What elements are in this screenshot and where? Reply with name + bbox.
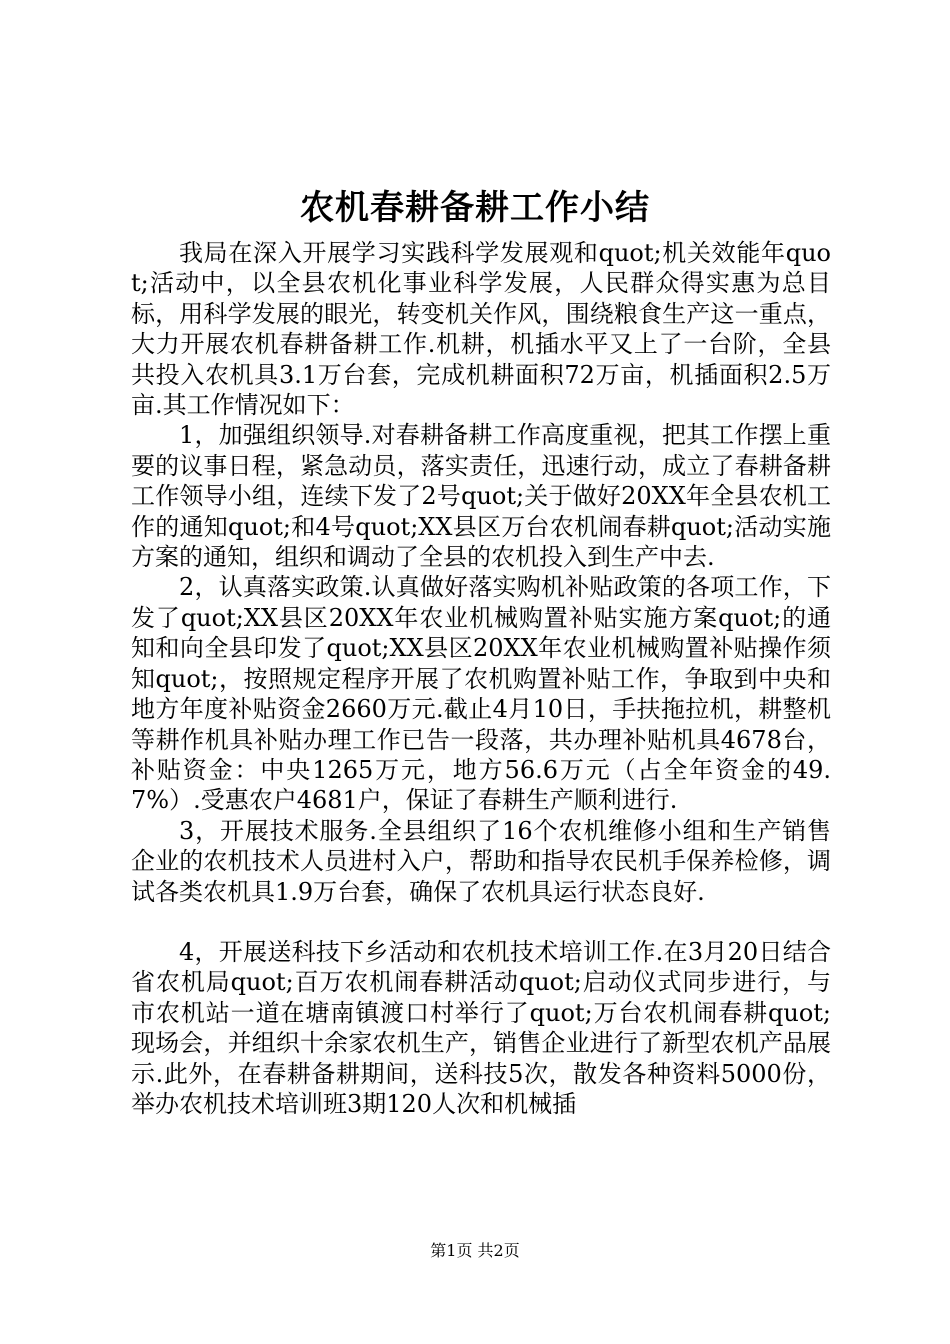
paragraph-3: 3，开展技术服务.全县组织了16个农机维修小组和生产销售企业的农机技术人员进村入户，帮助和指导农民机手保养检修，调试各类农机具1.9万台套，确保了农机具运行状态良好.	[131, 816, 831, 906]
document-body	[131, 238, 831, 1119]
paragraph-1: 1，加强组织领导.对春耕备耕工作高度重视，把其工作摆上重要的议事日程，紧急动员，落实责任，迅速行动，成立了春耕备耕工作领导小组，连续下发了2号quot;关于做好20XX年全县农机工作的通知quot;和4号quot;XX县区万台农机闹春耕quot;活动实施方案的通知，组织和调动了全县的农机投入到生产中去.	[131, 421, 831, 572]
page-footer: 第1页 共2页	[430, 1241, 520, 1260]
paragraph-4: 4，开展送科技下乡活动和农机技术培训工作.在3月20日结合省农机局quot;百万农机闹春耕活动quot;启动仪式同步进行，与市农机站一道在塘南镇渡口村举行了quot;万台农机闹春耕quot;现场会，并组织十余家农机生产，销售企业进行了新型农机产品展示.此外，在春耕备耕期间，送科技5次，散发各种资料5000份，举办农机技术培训班3期120人次和机械插	[131, 937, 831, 1118]
paragraph-intro: 我局在深入开展学习实践科学发展观和quot;机关效能年quot;活动中，以全县农机化事业科学发展，人民群众得实惠为总目标，用科学发展的眼光，转变机关作风，围绕粮食生产这一重点，大力开展农机春耕备耕工作.机耕，机插水平又上了一台阶，全县共投入农机具3.1万台套，完成机耕面积72万亩，机插面积2.5万亩.其工作情况如下：	[131, 239, 831, 420]
paragraph-2: 2，认真落实政策.认真做好落实购机补贴政策的各项工作，下发了quot;XX县区20XX年农业机械购置补贴实施方案quot;的通知和向全县印发了quot;XX县区20XX年农业机械购置补贴操作须知quot;，按照规定程序开展了农机购置补贴工作，争取到中央和地方年度补贴资金2660万元.截止4月10日，手扶拖拉机，耕整机等耕作机具补贴办理工作已告一段落，共办理补贴机具4678台，补贴资金：中央1265万元，地方56.6万元（占全年资金的49.7%）.受惠农户4681户，保证了春耕生产顺利进行.	[131, 573, 831, 815]
paragraph-gap	[131, 907, 831, 937]
document-title: 农机春耕备耕工作小结	[300, 188, 650, 228]
